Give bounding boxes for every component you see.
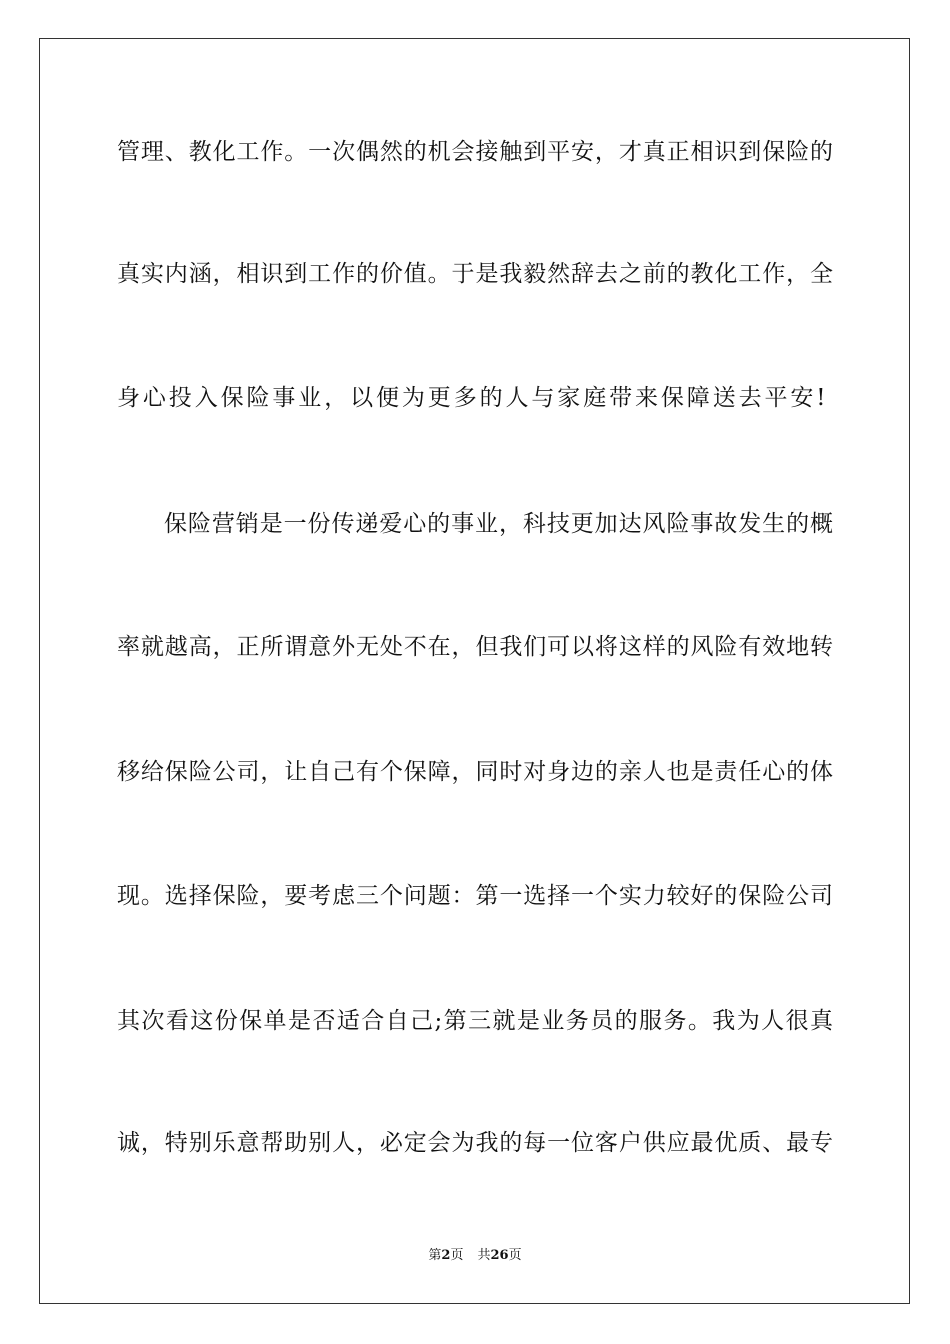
- text-line: 率就越高，正所谓意外无处不在，但我们可以将这样的风险有效地转: [117, 634, 833, 660]
- page-border: [39, 38, 910, 1304]
- page-prefix: 第: [428, 1248, 442, 1263]
- total-suffix: 页: [508, 1248, 522, 1263]
- text-line: 管理、教化工作。一次偶然的机会接触到平安，才真正相识到保险的: [117, 139, 833, 165]
- text-line: 保险营销是一份传递爱心的事业，科技更加达风险事故发生的概: [164, 511, 833, 537]
- page-number: 2: [441, 1248, 451, 1263]
- text-line: 移给保险公司，让自己有个保障，同时对身边的亲人也是责任心的体: [117, 759, 833, 785]
- text-line: 身心投入保险事业，以便为更多的人与家庭带来保障送去平安!: [117, 385, 829, 411]
- page-suffix: 页: [450, 1248, 464, 1263]
- total-prefix: 共: [477, 1248, 491, 1263]
- text-line: 其次看这份保单是否适合自己;第三就是业务员的服务。我为人很真: [117, 1008, 833, 1034]
- text-line: 诚，特别乐意帮助别人，必定会为我的每一位客户供应最优质、最专: [117, 1130, 833, 1156]
- page-footer: [0, 1248, 950, 1264]
- total-pages: 26: [490, 1248, 509, 1263]
- text-line: 真实内涵，相识到工作的价值。于是我毅然辞去之前的教化工作，全: [117, 261, 833, 287]
- text-line: 现。选择保险，要考虑三个问题：第一选择一个实力较好的保险公司: [117, 883, 833, 909]
